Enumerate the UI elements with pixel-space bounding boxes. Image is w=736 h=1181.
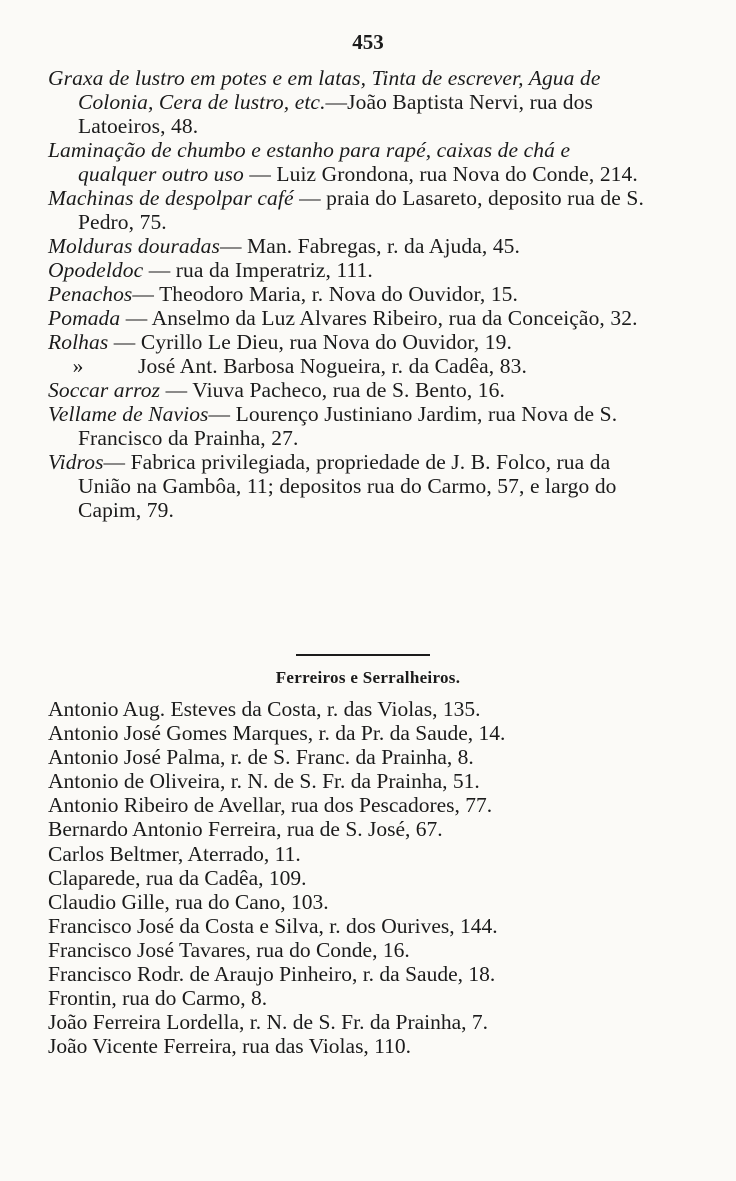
entry-text: —João Baptista Nervi, rua dos Latoeiros, 48. — [78, 90, 593, 138]
entry — [48, 138, 648, 186]
entry-category: Graxa de lustro em potes e em latas, Tinta de escrever, Agua de Colonia, Cera de lustro, etc. — [48, 66, 601, 114]
list-item: Claparede, rua da Cadêa, 109. — [48, 865, 307, 890]
entry-category: Pomada — [48, 306, 121, 330]
entry-text: — Man. Fabregas, r. da Ajuda, 45. — [219, 234, 521, 258]
entry — [48, 330, 648, 354]
entry — [48, 258, 648, 282]
list-item: Antonio José Palma, r. de S. Franc. da Prainha, 8. — [48, 745, 474, 770]
entry — [48, 282, 648, 306]
list-item: Antonio José Gomes Marques, r. da Pr. da Saude, 14. — [48, 721, 506, 746]
section-title: Ferreiros e Serralheiros. — [275, 668, 461, 687]
list-item: Antonio de Oliveira, r. N. de S. Fr. da Prainha, 51. — [48, 769, 480, 794]
entry-text: — rua da Imperatriz, 111. — [143, 258, 373, 282]
entries-list — [48, 66, 648, 522]
entry — [48, 66, 648, 138]
entry-category: Opodeldoc — [48, 258, 144, 282]
entry-category: Vidros — [48, 450, 104, 474]
list-item: Bernardo Antonio Ferreira, rua de S. José, 67. — [48, 817, 443, 842]
entry — [48, 234, 648, 258]
section-divider — [296, 654, 430, 656]
entry — [48, 306, 648, 330]
entry-text: — Theodoro Maria, r. Nova do Ouvidor, 15. — [132, 282, 518, 306]
entry-text: — Anselmo da Luz Alvares Ribeiro, rua da Conceição, 32. — [120, 306, 638, 330]
entry-category: Laminação de chumbo e estanho para rapé, caixas de chá e qualquer outro uso — [48, 138, 571, 186]
page-number: 453 — [352, 30, 384, 54]
list-item: João Vicente Ferreira, rua das Violas, 110. — [48, 1034, 412, 1059]
list-item: João Ferreira Lordella, r. N. de S. Fr. da Prainha, 7. — [48, 1010, 489, 1035]
entry — [48, 402, 648, 450]
entry-text: José Ant. Barbosa Nogueira, r. da Cadêa, 83. — [138, 354, 527, 378]
entry-category: Molduras douradas — [48, 234, 220, 258]
ditto-mark: » — [72, 354, 84, 378]
list-item: Francisco José Tavares, rua do Conde, 16. — [48, 937, 410, 962]
entry-text: — praia do Lasareto, deposito rua de S. Pedro, 75. — [78, 186, 644, 234]
entry — [48, 450, 648, 522]
entry-category: Vellame de Navios — [48, 402, 209, 426]
list-item: Claudio Gille, rua do Cano, 103. — [48, 889, 329, 914]
entry-category: Machinas de despolpar café — [48, 186, 294, 210]
list-item: Carlos Beltmer, Aterrado, 11. — [48, 841, 301, 866]
list-item: Antonio Aug. Esteves da Costa, r. das Violas, 135. — [48, 697, 481, 721]
list-item: Antonio Ribeiro de Avellar, rua dos Pescadores, 77. — [48, 793, 493, 818]
entry-category: Soccar arroz — [48, 378, 161, 402]
list-item: Francisco José da Costa e Silva, r. dos Ourives, 144. — [48, 913, 498, 938]
entry-text: — Luiz Grondona, rua Nova do Conde, 214. — [243, 162, 638, 186]
list-item: Francisco Rodr. de Araujo Pinheiro, r. da Saude, 18. — [48, 962, 496, 987]
entry-text: — Cyrillo Le Dieu, rua Nova do Ouvidor, 19. — [108, 330, 512, 354]
entry — [48, 378, 648, 402]
entry — [48, 186, 648, 234]
blacksmiths-list — [48, 697, 658, 1058]
list-item: Frontin, rua do Carmo, 8. — [48, 986, 268, 1011]
entry-category: Rolhas — [48, 330, 109, 354]
entry — [48, 354, 648, 378]
entry-category: Penachos — [48, 282, 133, 306]
entry-text: — Lourenço Justiniano Jardim, rua Nova de S. Francisco da Prainha, 27. — [78, 402, 618, 450]
entry-text: — Viuva Pacheco, rua de S. Bento, 16. — [160, 378, 505, 402]
entry-text: — Fabrica privilegiada, propriedade de J. B. Folco, rua da União na Gambôa, 11; depositos rua do Carmo, 57, e largo do Capim, 79. — [78, 450, 617, 522]
